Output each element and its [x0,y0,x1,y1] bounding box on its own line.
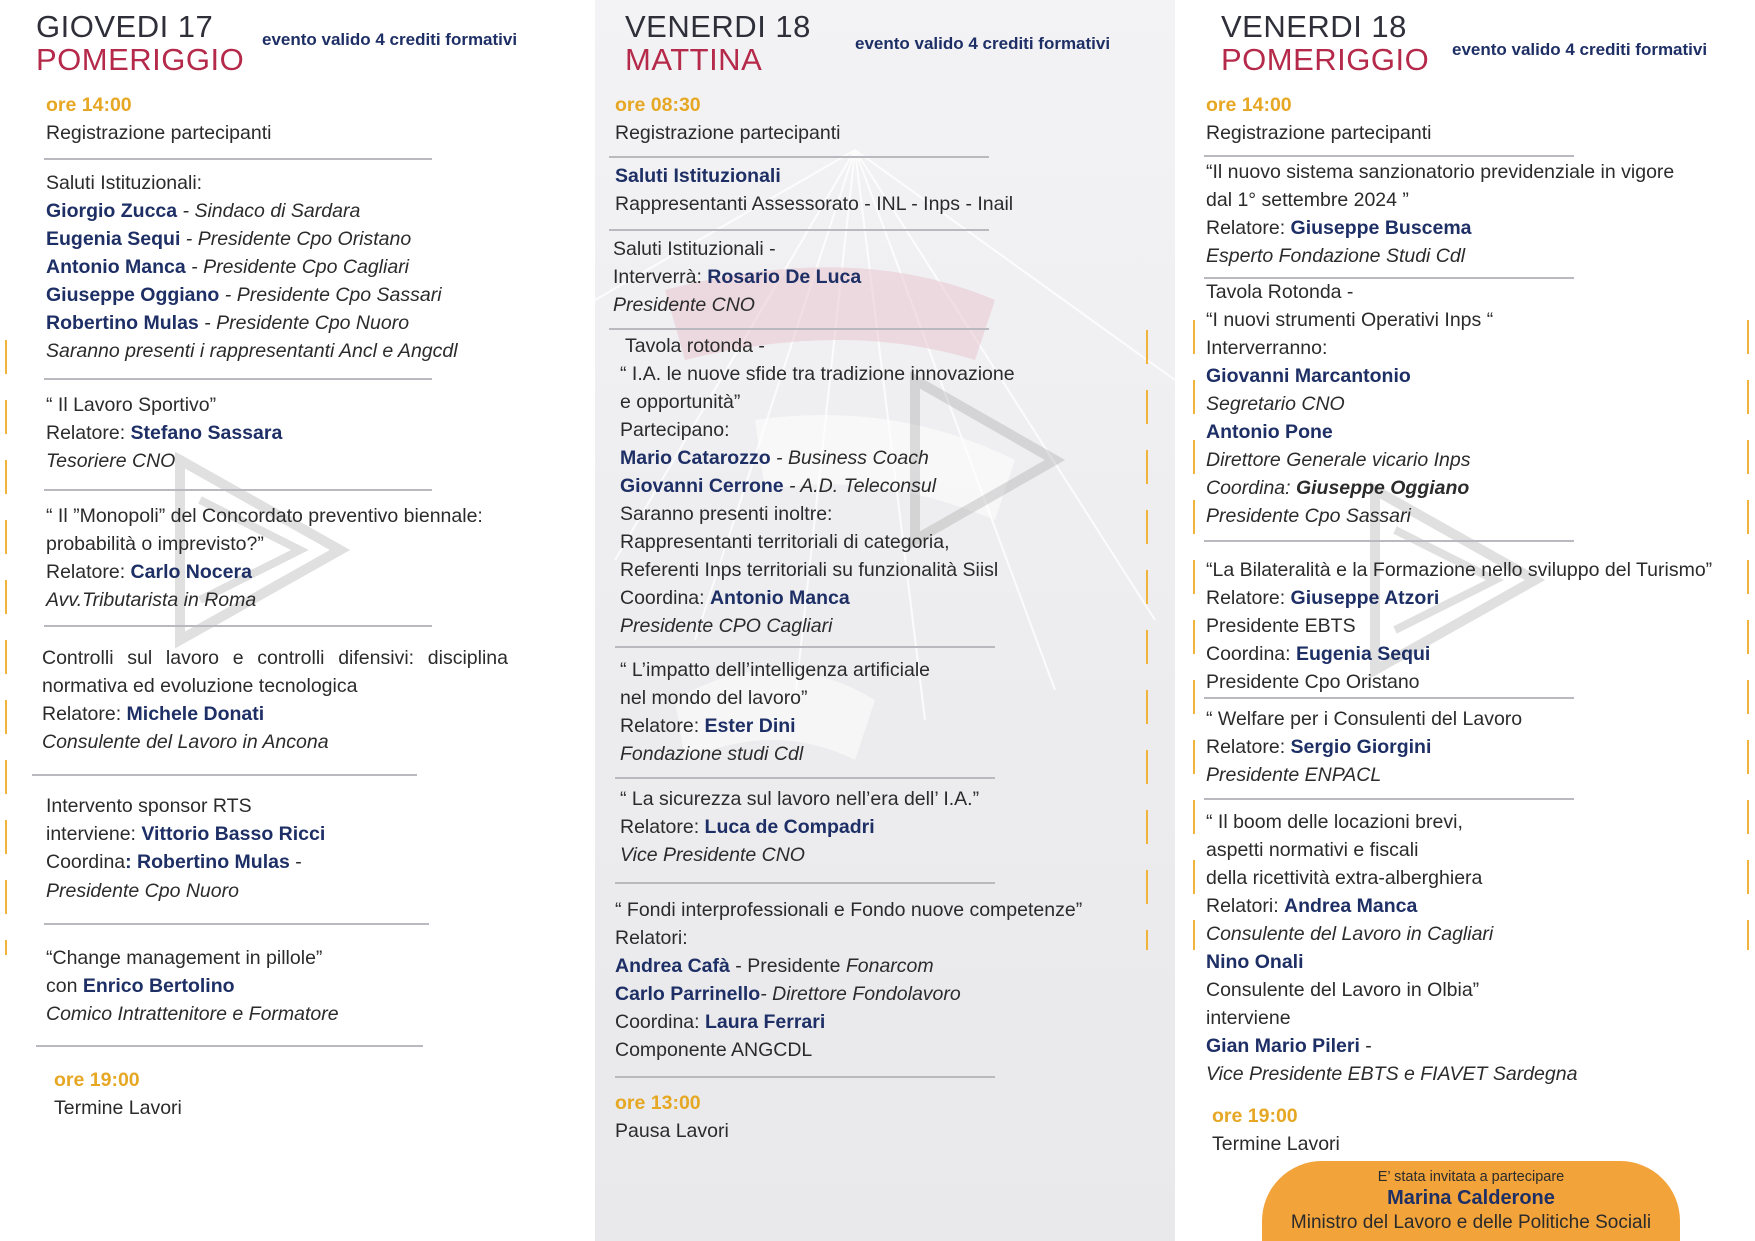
divider [609,328,989,330]
column-friday-afternoon [1175,0,1755,1241]
session-title: Controlli sul lavoro e controlli difensivi: disciplina [42,647,508,669]
registration: Registrazione partecipanti [1206,122,1432,144]
session-title: Tavola rotonda - [625,335,765,357]
session-title-cont: “ I.A. le nuove sfide tra tradizione innovazione [620,363,1015,385]
speaker-line: Gian Mario Pileri - [1206,1035,1372,1057]
session-title: “ Welfare per i Consulenti del Lavoro [1206,708,1523,730]
speaker-role: Avv.Tributarista in Roma [46,589,257,611]
speaker-line: Relatore: Giuseppe Atzori [1206,587,1440,609]
speakers-label: Relatori: [615,927,688,949]
speaker-line: interviene: Vittorio Basso Ricci [46,823,326,845]
speaker-name: Giovanni Marcantonio [1206,365,1411,387]
day-heading: VENERDI 18 [625,9,811,44]
invitation-role: Ministro del Lavoro e delle Politiche Sociali [1290,1212,1652,1233]
session-title-cont: e opportunità” [620,391,741,413]
speaker-line: Carlo Parrinello- Direttore Fondolavoro [615,983,961,1005]
speaker-role: Presidente CPO Cagliari [620,615,833,637]
speaker-role: Consulente del Lavoro in Ancona [42,731,329,753]
day-heading: GIOVEDI 17 [36,9,214,44]
speaker-role: Presidente ENPACL [1206,764,1382,786]
note-line: Referenti Inps territoriali su funzionalità Siisl [620,559,999,581]
coordinator-line: Coordina: Antonio Manca [620,587,850,609]
divider [32,774,417,776]
greetings-title: Saluti Istituzionali: [46,172,203,194]
session-title-cont: “I nuovi strumenti Operativi Inps “ [1206,309,1494,331]
session-title: “ L’impatto dell’intelligenza artificiale [620,659,930,681]
invitation-banner [1262,1161,1680,1241]
coordinator-line: Coordina: Eugenia Sequi [1206,643,1431,665]
column-friday-morning [595,0,1175,1241]
session-title-cont: della ricettività extra-alberghiera [1206,867,1483,889]
speaker-role: Segretario CNO [1206,393,1345,415]
note-line: interviene [1206,1007,1291,1029]
divider [1204,155,1574,157]
speaker-line: Giorgio Zucca - Sindaco di Sardara [46,200,361,222]
end-time: ore 19:00 [1212,1105,1298,1127]
divider [615,646,995,648]
speaker-role: Presidente Cpo Sassari [1206,505,1411,527]
speaker-role: Componente ANGCDL [615,1039,813,1061]
speaker-line: Relatore: Carlo Nocera [46,561,252,583]
invitation-name: Marina Calderone [1387,1187,1555,1209]
decorative-ticks [1146,330,1148,950]
speaker-line: Relatori: Andrea Manca [1206,895,1418,917]
note-line: Saranno presenti inoltre: [620,503,833,525]
speaker-line: Relatore: Michele Donati [42,703,265,725]
divider [615,777,995,779]
column-thursday-afternoon [0,0,595,1241]
session-title: “La Bilateralità e la Formazione nello sviluppo del Turismo” [1206,559,1713,581]
speakers-label: Interverranno: [1206,337,1328,359]
speaker-role: Tesoriere CNO [46,450,176,472]
speaker-role: Consulente del Lavoro in Olbia” [1206,979,1480,1001]
end-time: ore 13:00 [615,1092,701,1114]
speaker-role: Presidente CNO [613,294,755,316]
invitation-note: E’ stata invitata a partecipare [1377,1169,1565,1185]
speaker-line: Relatore: Luca de Compadri [620,816,875,838]
session-title-cont: dal 1° settembre 2024 ” [1206,189,1409,211]
speaker-role: Comico Intrattenitore e Formatore [46,1003,339,1025]
divider [1204,697,1574,699]
period-heading: MATTINA [625,42,763,77]
greetings-title: Saluti Istituzionali [615,165,781,187]
end-label: Termine Lavori [54,1097,182,1119]
divider [44,158,432,160]
session-title-cont: aspetti normativi e fiscali [1206,839,1419,861]
speaker-line: Mario Catarozzo - Business Coach [620,447,929,469]
speaker-role: Direttore Generale vicario Inps [1206,449,1471,471]
speaker-line: Giovanni Cerrone - A.D. Teleconsul [620,475,937,497]
speaker-line: con Enrico Bertolino [46,975,235,997]
divider [44,378,432,380]
session-title: “ Il boom delle locazioni brevi, [1206,811,1463,833]
session-title-cont: probabilità o imprevisto?” [46,533,264,555]
session-title: Tavola Rotonda - [1206,281,1354,303]
divider [44,489,432,491]
speaker-role: Vice Presidente CNO [620,844,805,866]
period-heading: POMERIGGIO [1221,42,1430,77]
speaker-line: Eugenia Sequi - Presidente Cpo Oristano [46,228,412,250]
end-label: Termine Lavori [1212,1133,1340,1155]
speaker-line: Relatore: Stefano Sassara [46,422,283,444]
start-time: ore 14:00 [46,94,132,116]
speaker-line: Relatore: Giuseppe Buscema [1206,217,1472,239]
day-heading: VENERDI 18 [1221,9,1407,44]
registration: Registrazione partecipanti [46,122,272,144]
speaker-role: Presidente Cpo Nuoro [46,880,239,902]
divider [615,1076,995,1078]
speaker-role: Fondazione studi Cdl [620,743,804,765]
speaker-line: Relatore: Sergio Giorgini [1206,736,1432,758]
speaker-line: Interverrà: Rosario De Luca [613,266,862,288]
speaker-role: Esperto Fondazione Studi Cdl [1206,245,1466,267]
session-title: “Change management in pillole” [46,947,323,969]
decorative-ticks [5,340,7,955]
session-title: Intervento sponsor RTS [46,795,252,817]
speaker-name: Nino Onali [1206,951,1304,973]
speaker-name: Antonio Pone [1206,421,1333,443]
speaker-line: Antonio Manca - Presidente Cpo Cagliari [46,256,410,278]
coordinator-line: Coordina: Giuseppe Oggiano [1206,477,1470,499]
speaker-line: Relatore: Ester Dini [620,715,796,737]
session-title: “ Il Lavoro Sportivo” [46,394,217,416]
divider [1204,540,1574,542]
session-title: “ Il ”Monopoli” del Concordato preventivo biennale: [46,505,483,527]
note-line: Saranno presenti i rappresentanti Ancl e Angcdl [46,340,458,362]
speaker-role: Vice Presidente EBTS e FIAVET Sardegna [1206,1063,1578,1085]
divider [615,882,995,884]
decorative-ticks [1747,320,1749,950]
divider [609,229,989,231]
speaker-line: Andrea Cafà - Presidente Fonarcom [615,955,934,977]
divider [1204,798,1574,800]
start-time: ore 08:30 [615,94,701,116]
coordinator-line: Coordina: Laura Ferrari [615,1011,826,1033]
note-line: Rappresentanti territoriali di categoria, [620,531,950,553]
decorative-ticks [1193,320,1195,950]
session-title-cont: nel mondo del lavoro” [620,687,808,709]
speaker-line: Giuseppe Oggiano - Presidente Cpo Sassari [46,284,442,306]
divider [44,923,429,925]
credits-label: evento valido 4 crediti formativi [855,34,1111,53]
participants-label: Partecipano: [620,419,730,441]
session-title-cont: normativa ed evoluzione tecnologica [42,675,358,697]
speaker-role: Consulente del Lavoro in Cagliari [1206,923,1494,945]
session-title: “ La sicurezza sul lavoro nell’era dell’ I.A.” [620,788,980,810]
coordinator-line: Coordina: Robertino Mulas - [46,851,302,873]
divider [609,156,989,158]
credits-label: evento valido 4 crediti formativi [1452,40,1708,59]
end-label: Pausa Lavori [615,1120,729,1142]
speaker-role: Presidente Cpo Oristano [1206,671,1420,693]
speaker-role: Presidente EBTS [1206,615,1356,637]
session-title: “ Fondi interprofessionali e Fondo nuove competenze” [615,899,1083,921]
session-title: “Il nuovo sistema sanzionatorio previdenziale in vigore [1206,161,1675,183]
greetings-detail: Rappresentanti Assessorato - INL - Inps - Inail [615,193,1014,215]
greetings-title: Saluti Istituzionali - [613,238,776,260]
divider [44,625,432,627]
end-time: ore 19:00 [54,1069,140,1091]
credits-label: evento valido 4 crediti formativi [262,30,518,49]
divider [36,1045,423,1047]
registration: Registrazione partecipanti [615,122,841,144]
period-heading: POMERIGGIO [36,42,245,77]
start-time: ore 14:00 [1206,94,1292,116]
speaker-line: Robertino Mulas - Presidente Cpo Nuoro [46,312,410,334]
